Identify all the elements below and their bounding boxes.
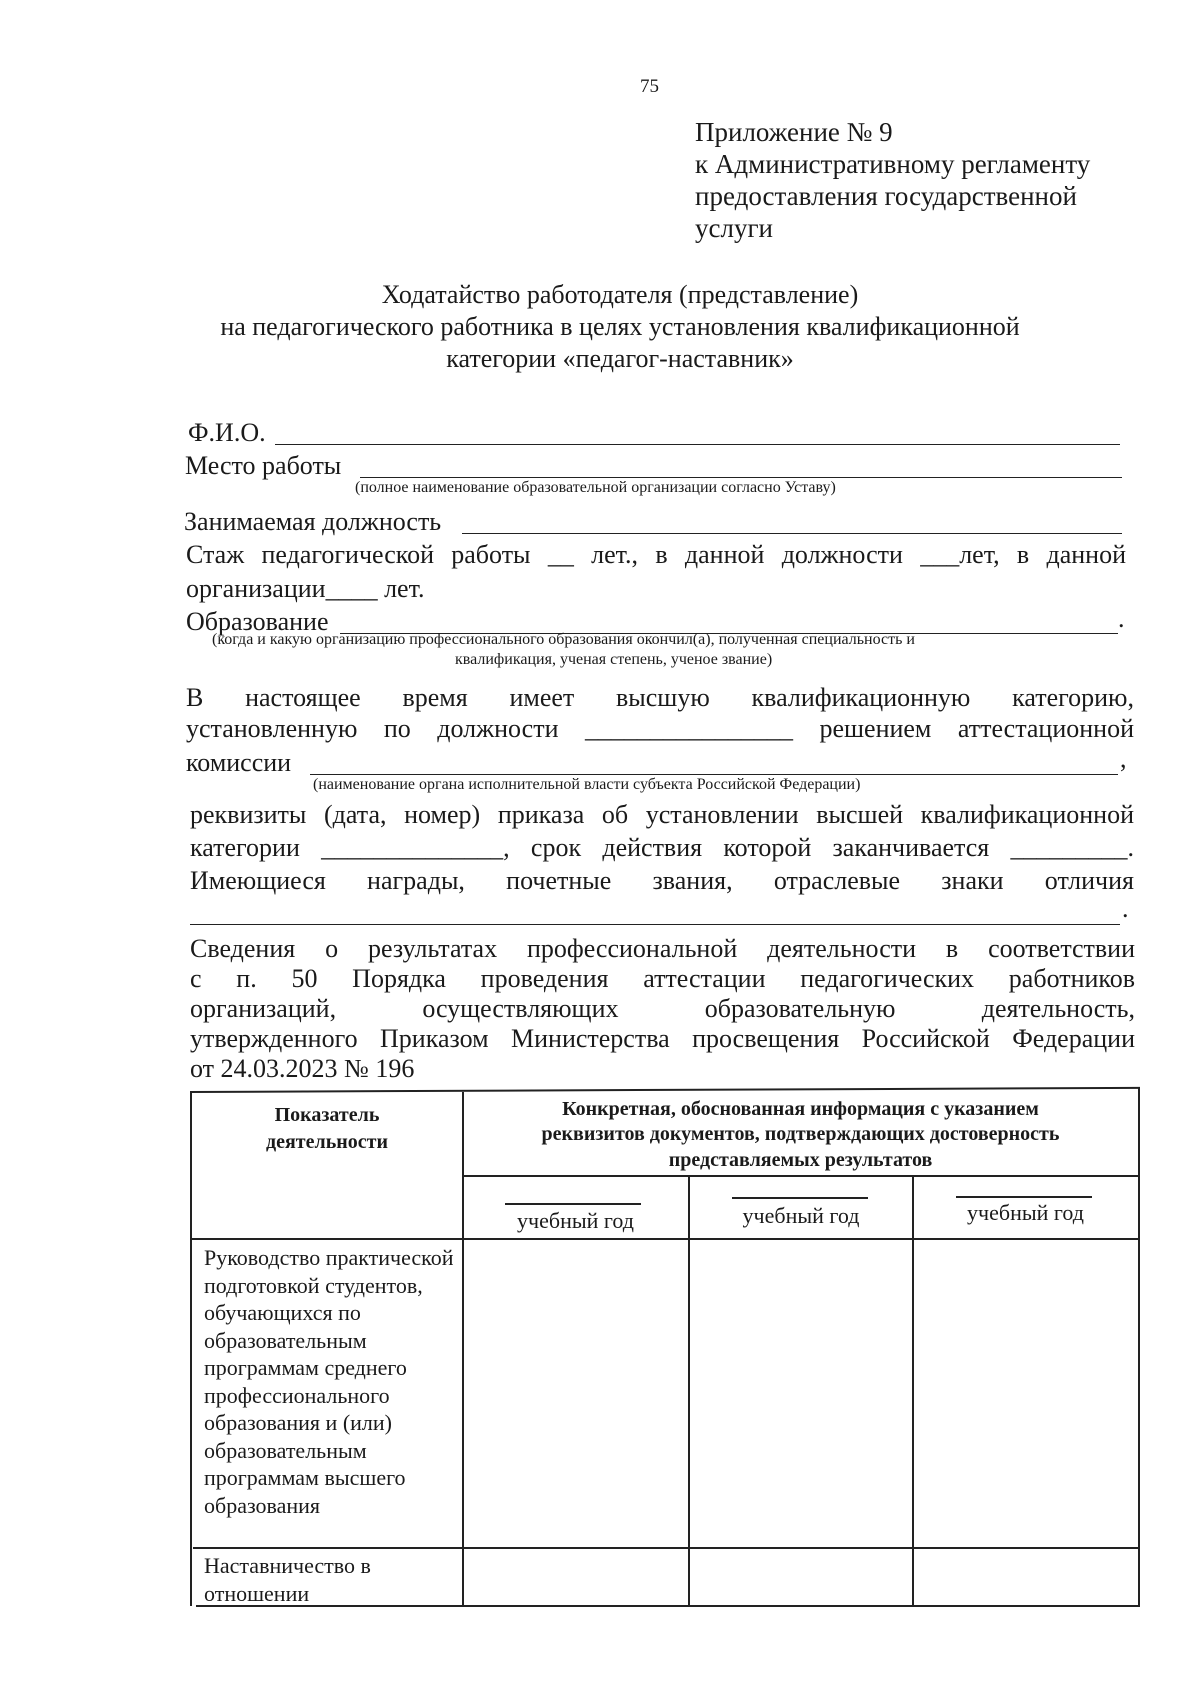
education-caption: (когда и какую организацию профессионального образования окончил(а), полученная специальность и: [212, 631, 915, 648]
year-header: учебный год: [517, 1208, 634, 1233]
awards-field[interactable]: [190, 896, 1120, 925]
table-border: [912, 1176, 914, 1606]
education-caption: квалификация, ученая степень, ученое звание): [455, 651, 773, 668]
experience-line: организации____ лет.: [186, 574, 425, 603]
info-line: организаций, осуществляющих образовательную деятельность,: [190, 994, 1135, 1023]
period-mark: .: [1118, 604, 1125, 633]
fio-label: Ф.И.О.: [188, 418, 266, 447]
table-header-info: представляемых результатов: [668, 1149, 933, 1171]
position-label: Занимаемая должность: [184, 507, 442, 536]
year-blank: [505, 1203, 641, 1205]
commission-caption: (наименование органа исполнительной власти субъекта Российской Федерации): [313, 776, 861, 793]
fio-field[interactable]: [275, 417, 1120, 445]
category-line: В настоящее время имеет высшую квалификационную категорию,: [186, 683, 1134, 712]
table-border: [190, 1087, 1140, 1093]
table-border: [192, 1238, 1139, 1240]
info-line: с п. 50 Порядка проведения аттестации педагогических работников: [190, 964, 1135, 993]
commission-label: комиссии: [186, 748, 292, 777]
info-line: от 24.03.2023 № 196: [190, 1054, 415, 1083]
info-line: утвержденного Приказом Министерства просвещения Российской Федерации: [190, 1024, 1135, 1053]
page-number: 75: [640, 76, 659, 97]
table-border: [463, 1175, 1138, 1177]
title-line: Ходатайство работодателя (представление): [381, 280, 859, 309]
period-mark: .: [1122, 894, 1129, 923]
table-header-indicator: Показатель: [274, 1104, 380, 1126]
table-header-info: Конкретная, обоснованная информация с указанием: [562, 1098, 1039, 1120]
table-row-indicator: Наставничество в отношении: [204, 1553, 371, 1606]
appendix-reference: предоставления государственной: [695, 181, 1077, 211]
awards-line: Имеющиеся награды, почетные звания, отраслевые знаки отличия: [190, 866, 1134, 895]
order-details-line: категории ______________, срок действия которой заканчивается _________.: [190, 833, 1134, 862]
experience-line: Стаж педагогической работы __ лет., в данной должности ___лет, в данной: [186, 540, 1126, 569]
workplace-caption: (полное наименование образовательной организации согласно Уставу): [355, 479, 836, 496]
category-line: установленную по должности ________________ решением аттестационной: [186, 714, 1134, 743]
workplace-label: Место работы: [185, 451, 342, 480]
position-field[interactable]: [462, 506, 1122, 534]
order-details-line: реквизиты (дата, номер) приказа об установлении высшей квалификационной: [190, 800, 1134, 829]
year-header: учебный год: [742, 1203, 860, 1228]
table-border: [688, 1176, 690, 1606]
year-blank: [956, 1196, 1092, 1198]
year-header: учебный год: [967, 1200, 1084, 1225]
info-line: Сведения о результатах профессиональной деятельности в соответствии: [190, 934, 1135, 963]
table-row-indicator: Руководство практической подготовкой студентов, обучающихся по образовательным программам среднего профессионального образования и (или) образовательным программам высшего образования: [204, 1245, 454, 1518]
title-line: категории «педагог-наставник»: [446, 344, 794, 373]
commission-field[interactable]: [310, 747, 1118, 775]
table-header-info: реквизитов документов, подтверждающих достоверность: [541, 1123, 1060, 1145]
comma-mark: ,: [1120, 744, 1127, 773]
table-border: [1138, 1088, 1140, 1606]
year-blank: [732, 1197, 868, 1199]
education-label: Образование: [186, 607, 329, 636]
workplace-field[interactable]: [360, 450, 1122, 478]
table-header-indicator: деятельности: [265, 1131, 389, 1153]
table-border: [190, 1092, 192, 1606]
appendix-reference: к Административному регламенту: [695, 149, 1091, 179]
table-border: [193, 1547, 1139, 1549]
appendix-number: Приложение № 9: [695, 117, 893, 147]
title-line: на педагогического работника в целях установления квалификационной: [220, 312, 1020, 341]
appendix-reference: услуги: [695, 213, 773, 243]
